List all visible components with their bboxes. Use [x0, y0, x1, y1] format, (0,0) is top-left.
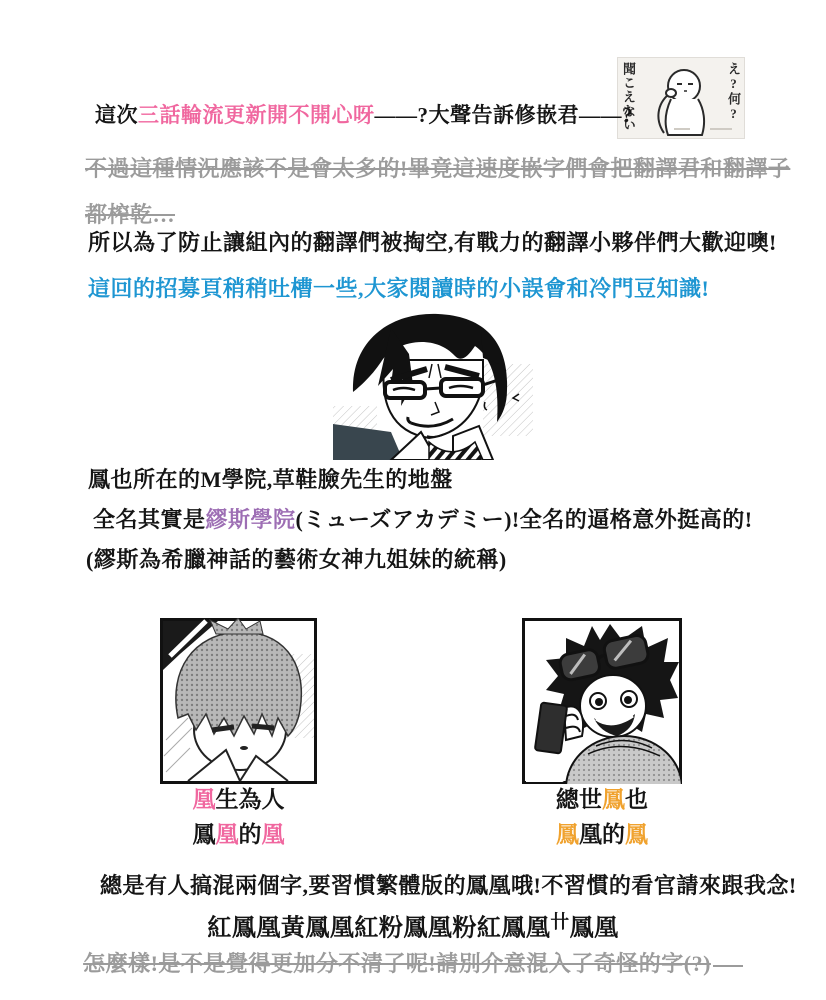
- left-character-name: 凰生為人: [192, 787, 285, 812]
- academy-line-2: 全名其實是繆斯學院(ミューズアカデミー)!全名的逼格意外挺高的!: [93, 507, 753, 532]
- right-character-name: 總世鳳也: [556, 787, 648, 812]
- recruit-line: 所以為了防止讓組內的翻譯們被掏空,有戰力的翻譯小夥伴們大歡迎噢!: [88, 230, 777, 255]
- intro-line-3: 都榨乾…: [85, 202, 176, 227]
- cant-hear-sticker: [617, 57, 745, 139]
- footer-reminder-line: 總是有人搞混兩個字,要習慣繁體版的鳳凰哦!不習慣的看官請來跟我念!: [100, 873, 797, 898]
- right-character-reading: 鳳凰的鳳: [556, 822, 648, 847]
- left-character-reading: 鳳凰的凰: [192, 822, 285, 847]
- intro-line-2: 不過這種情況應該不是會太多的!畢竟這速度嵌字們會把翻譯君和翻譯子: [85, 156, 791, 181]
- trivia-intro-line: 這回的招募頁稍稍吐槽一些,大家閱讀時的小誤會和冷門豆知識!: [88, 276, 710, 301]
- academy-line-3: (繆斯為希臘神話的藝術女神九姐妹的統稱): [86, 547, 507, 572]
- footer-joke-line: 怎麼樣!是不是覺得更加分不清了呢!請別介意混入了奇怪的字(?): [0, 951, 826, 977]
- intro-line-1: 這次三話輪流更新開不開心呀——?大聲告訴修嵌君——?: [95, 103, 633, 127]
- sticker-right-text: え?何?: [726, 62, 741, 122]
- houya-character-image: [522, 618, 682, 784]
- academy-line-1: 鳳也所在的M學院,草鞋臉先生的地盤: [88, 467, 453, 492]
- tongue-twister-line: 紅鳳凰黃鳳凰紅粉鳳凰粉紅鳳凰$^卄$鳳凰: [207, 912, 619, 942]
- sticker-left-text: 聞こえない: [621, 62, 636, 132]
- ougi-character-image: [160, 618, 317, 784]
- straw-sandal-face-image: [333, 306, 533, 460]
